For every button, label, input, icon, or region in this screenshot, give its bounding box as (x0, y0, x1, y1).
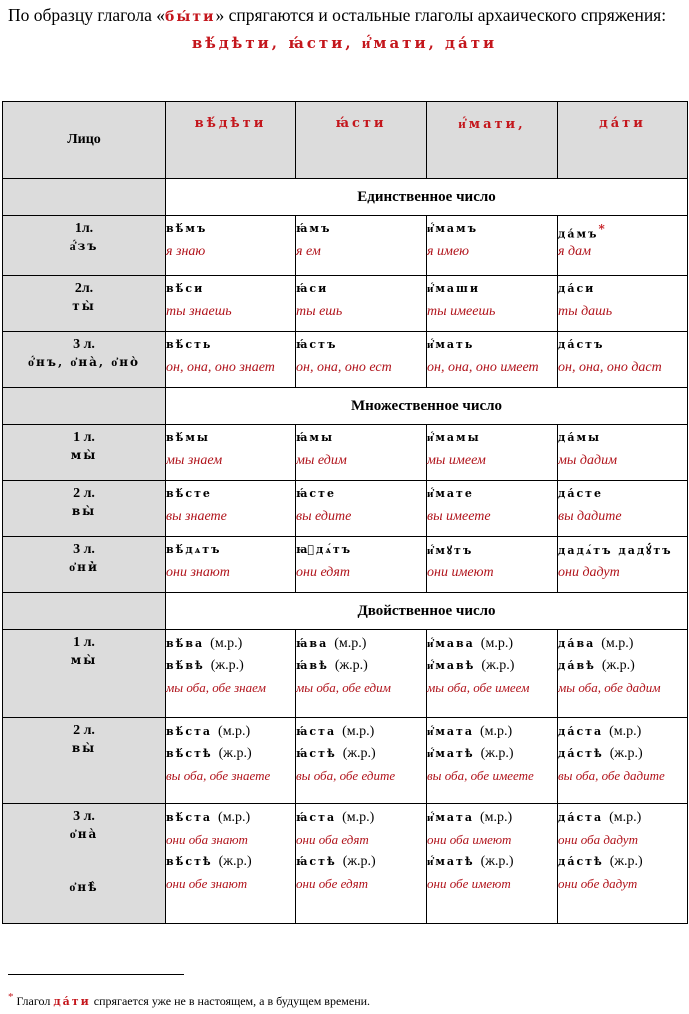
form-cell (558, 804, 688, 924)
cs-form-text: вѣ́мъ (166, 222, 208, 235)
translation: вы имеете (427, 509, 491, 524)
section-empty-cell (3, 388, 166, 425)
gender-fem: (ж.р.) (480, 746, 514, 761)
translation: они знают (166, 565, 230, 580)
gender-fem: (ж.р.) (342, 854, 376, 869)
cs-form-text: да́ва (558, 637, 596, 650)
form-cell (558, 216, 688, 276)
form-cell (166, 216, 296, 276)
form-cell (296, 276, 427, 332)
gender-masc: (м.р.) (479, 724, 513, 739)
cs-form-text: и҆́мамы (427, 431, 481, 444)
cs-form-text: и҆́мате (427, 487, 474, 500)
cs-form (427, 425, 557, 447)
cs-form-text: и҆́мава (427, 637, 475, 650)
cs-form-text: ꙗ́стъ (296, 338, 338, 351)
dual-form-fem (427, 848, 557, 870)
cs-form (558, 276, 687, 298)
footnote-text-before: Глагол (16, 994, 54, 1008)
form-cell (558, 630, 688, 718)
dual-form-fem (427, 740, 557, 762)
gender-masc: (м.р.) (218, 724, 251, 739)
translation: он, она, оно ест (296, 360, 392, 375)
cs-form (166, 425, 295, 447)
form-cell (427, 276, 558, 332)
form-cell (427, 804, 558, 924)
dual-form-fem (558, 740, 687, 762)
section-title: Множественное число (166, 388, 688, 425)
intro-paragraph (8, 4, 684, 28)
gender-fem: (ж.р.) (342, 746, 376, 761)
dual-form-masc (296, 804, 426, 826)
cs-form (166, 481, 295, 503)
cs-form-text: и҆́мꙋтъ (427, 544, 474, 557)
cs-form (427, 537, 557, 559)
dual-form-fem (296, 652, 426, 674)
cs-form-text: да́вѣ (558, 659, 596, 672)
cs-form (296, 481, 426, 503)
dual-form-fem (296, 740, 426, 762)
form-cell (558, 276, 688, 332)
translation: я знаю (166, 244, 206, 259)
intro-text-after: » спрягаются и остальные глаголы архаического спряжения: (215, 5, 667, 25)
cs-form-text: вѣ́дѧтъ (166, 543, 222, 556)
table-row (3, 332, 688, 388)
dual-form-masc (296, 630, 426, 652)
person-cell (3, 332, 166, 388)
cs-form-text: да́ста (558, 725, 604, 738)
translation: мы оба, обе дадим (558, 680, 661, 695)
dual-form-fem (166, 848, 295, 870)
footnote (8, 991, 370, 1009)
cs-form-text: ꙗ́ста (296, 725, 337, 738)
translation-masc: они оба имеют (427, 832, 512, 847)
cs-form (427, 332, 557, 354)
footnote-text-after: спрягается уже не в настоящем, а в будущем времени. (90, 994, 371, 1008)
cs-form (296, 216, 426, 238)
translation: вы едите (296, 509, 352, 524)
verb-header-cell (166, 102, 296, 179)
person-cell (3, 481, 166, 537)
cs-form-text: вѣ́мы (166, 431, 210, 444)
person-number: 3 л. (73, 809, 95, 824)
form-cell (558, 332, 688, 388)
dual-form-fem (166, 740, 295, 762)
form-cell (427, 537, 558, 593)
translation: мы оба, обе знаем (166, 680, 266, 695)
translation: мы оба, обе едим (296, 680, 391, 695)
section-title: Двойственное число (166, 593, 688, 630)
translation-masc: они оба дадут (558, 832, 638, 847)
translation: мы дадим (558, 453, 618, 468)
person-pronoun-fem: о҆нѣ̀ (69, 880, 99, 894)
form-cell (296, 718, 427, 804)
form-cell (166, 481, 296, 537)
gender-masc: (м.р.) (609, 724, 642, 739)
verb-header: вѣ́дѣти (194, 116, 267, 131)
cs-form-text: да́си (558, 282, 596, 295)
translation: вы оба, обе имеете (427, 768, 534, 783)
cs-form-text: да́стѣ (558, 855, 604, 868)
form-cell (296, 630, 427, 718)
table-row (3, 630, 688, 718)
cs-form-text: да́мы (558, 431, 602, 444)
person-pronoun: мы̀ (70, 653, 98, 667)
table-row (3, 481, 688, 537)
table-row (3, 804, 688, 924)
dual-form-fem (427, 652, 557, 674)
cs-form-text: и҆́маши (427, 282, 481, 295)
cs-form-text: вѣ́ста (166, 811, 213, 824)
person-number: 2 л. (73, 486, 95, 501)
gender-fem: (ж.р.) (334, 658, 368, 673)
translation: мы оба, обе имеем (427, 680, 530, 695)
cs-form (166, 537, 295, 559)
cs-form-text: вѣ́ста (166, 725, 213, 738)
translation: вы знаете (166, 509, 227, 524)
translation-fem: они обе знают (166, 876, 248, 891)
form-cell (166, 425, 296, 481)
person-cell (3, 425, 166, 481)
dual-form-masc (166, 630, 295, 652)
person-pronoun: мы̀ (70, 448, 98, 462)
table-row (3, 537, 688, 593)
cs-form (427, 216, 557, 238)
cs-form-text: ꙗ́мъ (296, 222, 332, 235)
form-cell (296, 804, 427, 924)
translation: я дам (558, 244, 592, 259)
conjugation-table (2, 101, 688, 924)
gender-masc: (м.р.) (479, 810, 513, 825)
dual-form-masc (166, 804, 295, 826)
form-cell (166, 804, 296, 924)
cs-form (296, 332, 426, 354)
translation: ты ешь (296, 304, 343, 319)
person-cell (3, 718, 166, 804)
form-cell (427, 332, 558, 388)
person-number: 3 л. (73, 542, 95, 557)
footnote-verb: да́ти (53, 995, 91, 1008)
translation: они дадут (558, 565, 620, 580)
cs-form-text: ꙗ҆дѧ́тъ (296, 543, 353, 556)
gender-masc: (м.р.) (609, 810, 642, 825)
form-cell (427, 718, 558, 804)
dual-form-masc (558, 630, 687, 652)
cs-form (296, 537, 426, 559)
form-cell (558, 425, 688, 481)
table-row (3, 425, 688, 481)
form-cell (427, 216, 558, 276)
gender-masc: (м.р.) (218, 810, 251, 825)
dual-form-masc (427, 630, 557, 652)
person-pronoun: а҆́зъ (69, 239, 99, 253)
cs-form (558, 537, 687, 559)
dual-form-masc (427, 718, 557, 740)
cs-form-text: ꙗ́вѣ (296, 659, 329, 672)
cs-form (427, 276, 557, 298)
form-cell (558, 537, 688, 593)
translation: мы имеем (427, 453, 486, 468)
person-pronoun: вы̀ (71, 504, 97, 518)
person-cell (3, 804, 166, 924)
form-cell (427, 425, 558, 481)
dual-form-masc (558, 718, 687, 740)
translation: вы оба, обе знаете (166, 768, 271, 783)
section-empty-cell (3, 179, 166, 216)
gender-masc: (м.р.) (334, 636, 367, 651)
translation: ты дашь (558, 304, 613, 319)
form-cell (427, 630, 558, 718)
person-number: 1 л. (73, 430, 95, 445)
form-cell (296, 537, 427, 593)
section-row (3, 593, 688, 630)
form-cell (296, 216, 427, 276)
cs-form-text: да́ста (558, 811, 604, 824)
cs-form (296, 425, 426, 447)
cs-form-text: и҆́мата (427, 811, 474, 824)
person-header-label: Лицо (67, 132, 101, 147)
table-row (3, 216, 688, 276)
translation: ты знаешь (166, 304, 232, 319)
cs-form-text: да́сте (558, 487, 603, 500)
section-row (3, 179, 688, 216)
gender-fem: (ж.р.) (480, 854, 514, 869)
cs-form-text: и҆́мата (427, 725, 474, 738)
form-cell (296, 481, 427, 537)
translation-fem: они обе дадут (558, 876, 638, 891)
cs-form-text: вѣ́сте (166, 487, 212, 500)
person-pronoun: ты̀ (72, 299, 96, 313)
cs-form (558, 216, 687, 241)
footnote-mark: * (8, 991, 14, 1003)
gender-masc: (м.р.) (601, 636, 634, 651)
cs-form-text: вѣ́си (166, 282, 205, 295)
translation: вы дадите (558, 509, 622, 524)
gender-fem: (ж.р.) (210, 658, 244, 673)
dual-form-fem (166, 652, 295, 674)
intro-verb: бы́ти (165, 9, 216, 25)
gender-masc: (м.р.) (210, 636, 243, 651)
cs-form-text: дадѧ́тъ дадꙋ́тъ (558, 544, 673, 557)
cs-form (166, 332, 295, 354)
dual-form-fem (558, 652, 687, 674)
form-cell (558, 481, 688, 537)
gender-masc: (м.р.) (480, 636, 513, 651)
dual-form-fem (296, 848, 426, 870)
person-pronoun: о҆́нъ, о҆на̀, о҆но̀ (27, 355, 141, 369)
verbs-list: вѣ́дѣти, ꙗ́сти, и҆́мати, да́ти (191, 34, 498, 52)
section-row (3, 388, 688, 425)
translation: они имеют (427, 565, 494, 580)
cs-form-text: вѣ́вѣ (166, 659, 205, 672)
cs-form-text: и҆́мамъ (427, 222, 479, 235)
cs-form-text: ꙗ́сте (296, 487, 336, 500)
cs-form-text: ꙗ́си (296, 282, 329, 295)
cs-form-text: вѣ́ва (166, 637, 205, 650)
dual-form-masc (296, 718, 426, 740)
person-header-cell (3, 102, 166, 179)
translation-fem: они обе имеют (427, 876, 511, 891)
form-cell (166, 276, 296, 332)
cs-form (166, 276, 295, 298)
gender-fem: (ж.р.) (481, 658, 515, 673)
person-cell (3, 630, 166, 718)
cs-form-text: ꙗ́стѣ (296, 855, 337, 868)
cs-form (296, 276, 426, 298)
person-cell (3, 216, 166, 276)
form-cell (166, 630, 296, 718)
form-cell (427, 481, 558, 537)
footnote-marker: * (598, 222, 607, 236)
translation: он, она, оно даст (558, 360, 662, 375)
verb-header-cell (558, 102, 688, 179)
cs-form-text: и҆́матѣ (427, 747, 475, 760)
cs-form-text: вѣ́сть (166, 338, 213, 351)
translation: он, она, оно знает (166, 360, 275, 375)
person-pronoun-masc: о҆на̀ (69, 827, 99, 841)
gender-masc: (м.р.) (342, 810, 375, 825)
cs-form-text: да́мъ (558, 227, 599, 241)
cs-form-text: ꙗ́ва (296, 637, 329, 650)
form-cell (296, 332, 427, 388)
section-empty-cell (3, 593, 166, 630)
cs-form-text: и҆́мать (427, 338, 475, 351)
verb-header-cell (296, 102, 427, 179)
translation: я ем (296, 244, 321, 259)
translation: мы едим (296, 453, 347, 468)
translation-masc: они оба знают (166, 832, 248, 847)
translation-fem: они обе едят (296, 876, 369, 891)
person-number: 2 л. (73, 723, 95, 738)
person-number: 1л. (74, 221, 94, 236)
translation: вы оба, обе едите (296, 768, 396, 783)
translation: я имею (427, 244, 470, 259)
gender-fem: (ж.р.) (601, 658, 635, 673)
cs-form (166, 216, 295, 238)
person-pronoun: о҆ни̇̀ (69, 560, 99, 574)
gender-masc: (м.р.) (342, 724, 375, 739)
person-number: 3 л. (73, 337, 95, 352)
verb-header: ꙗ́сти (335, 116, 387, 131)
form-cell (166, 718, 296, 804)
cs-form-text: вѣ́стѣ (166, 747, 213, 760)
person-number: 2л. (74, 281, 94, 296)
translation: ты имеешь (427, 304, 496, 319)
translation: мы знаем (166, 453, 223, 468)
form-cell (558, 718, 688, 804)
cs-form-text: ꙗ́стѣ (296, 747, 337, 760)
cs-form-text: да́стъ (558, 338, 605, 351)
person-pronoun: вы̀ (71, 741, 97, 755)
table-row (3, 276, 688, 332)
cs-form-text: вѣ́стѣ (166, 855, 213, 868)
cs-form-text: и҆́матѣ (427, 855, 475, 868)
person-cell (3, 276, 166, 332)
cs-form (558, 332, 687, 354)
dual-form-masc (166, 718, 295, 740)
table-header-row (3, 102, 688, 179)
gender-fem: (ж.р.) (218, 854, 252, 869)
translation: вы оба, обе дадите (558, 768, 665, 783)
gender-fem: (ж.р.) (609, 746, 643, 761)
cs-form-text: ꙗ́мы (296, 431, 335, 444)
dual-form-fem (558, 848, 687, 870)
gender-fem: (ж.р.) (609, 854, 643, 869)
cs-form-text: ꙗ́ста (296, 811, 337, 824)
cs-form (558, 481, 687, 503)
person-number: 1 л. (73, 635, 95, 650)
gender-fem: (ж.р.) (218, 746, 252, 761)
dual-form-masc (558, 804, 687, 826)
table-row (3, 718, 688, 804)
person-cell (3, 537, 166, 593)
cs-form-text: и҆́мавѣ (427, 659, 476, 672)
cs-form (427, 481, 557, 503)
verb-header-cell (427, 102, 558, 179)
form-cell (296, 425, 427, 481)
translation: они едят (296, 565, 351, 580)
form-cell (166, 332, 296, 388)
verb-header: да́ти (599, 116, 646, 131)
section-title: Единственное число (166, 179, 688, 216)
footnote-rule (8, 974, 184, 975)
verb-header: и҆́мати, (458, 117, 526, 132)
intro-text-before: По образцу глагола « (8, 5, 166, 25)
dual-form-masc (427, 804, 557, 826)
translation: он, она, оно имеет (427, 360, 539, 375)
translation-masc: они оба едят (296, 832, 369, 847)
cs-form-text: да́стѣ (558, 747, 604, 760)
cs-form (558, 425, 687, 447)
form-cell (166, 537, 296, 593)
